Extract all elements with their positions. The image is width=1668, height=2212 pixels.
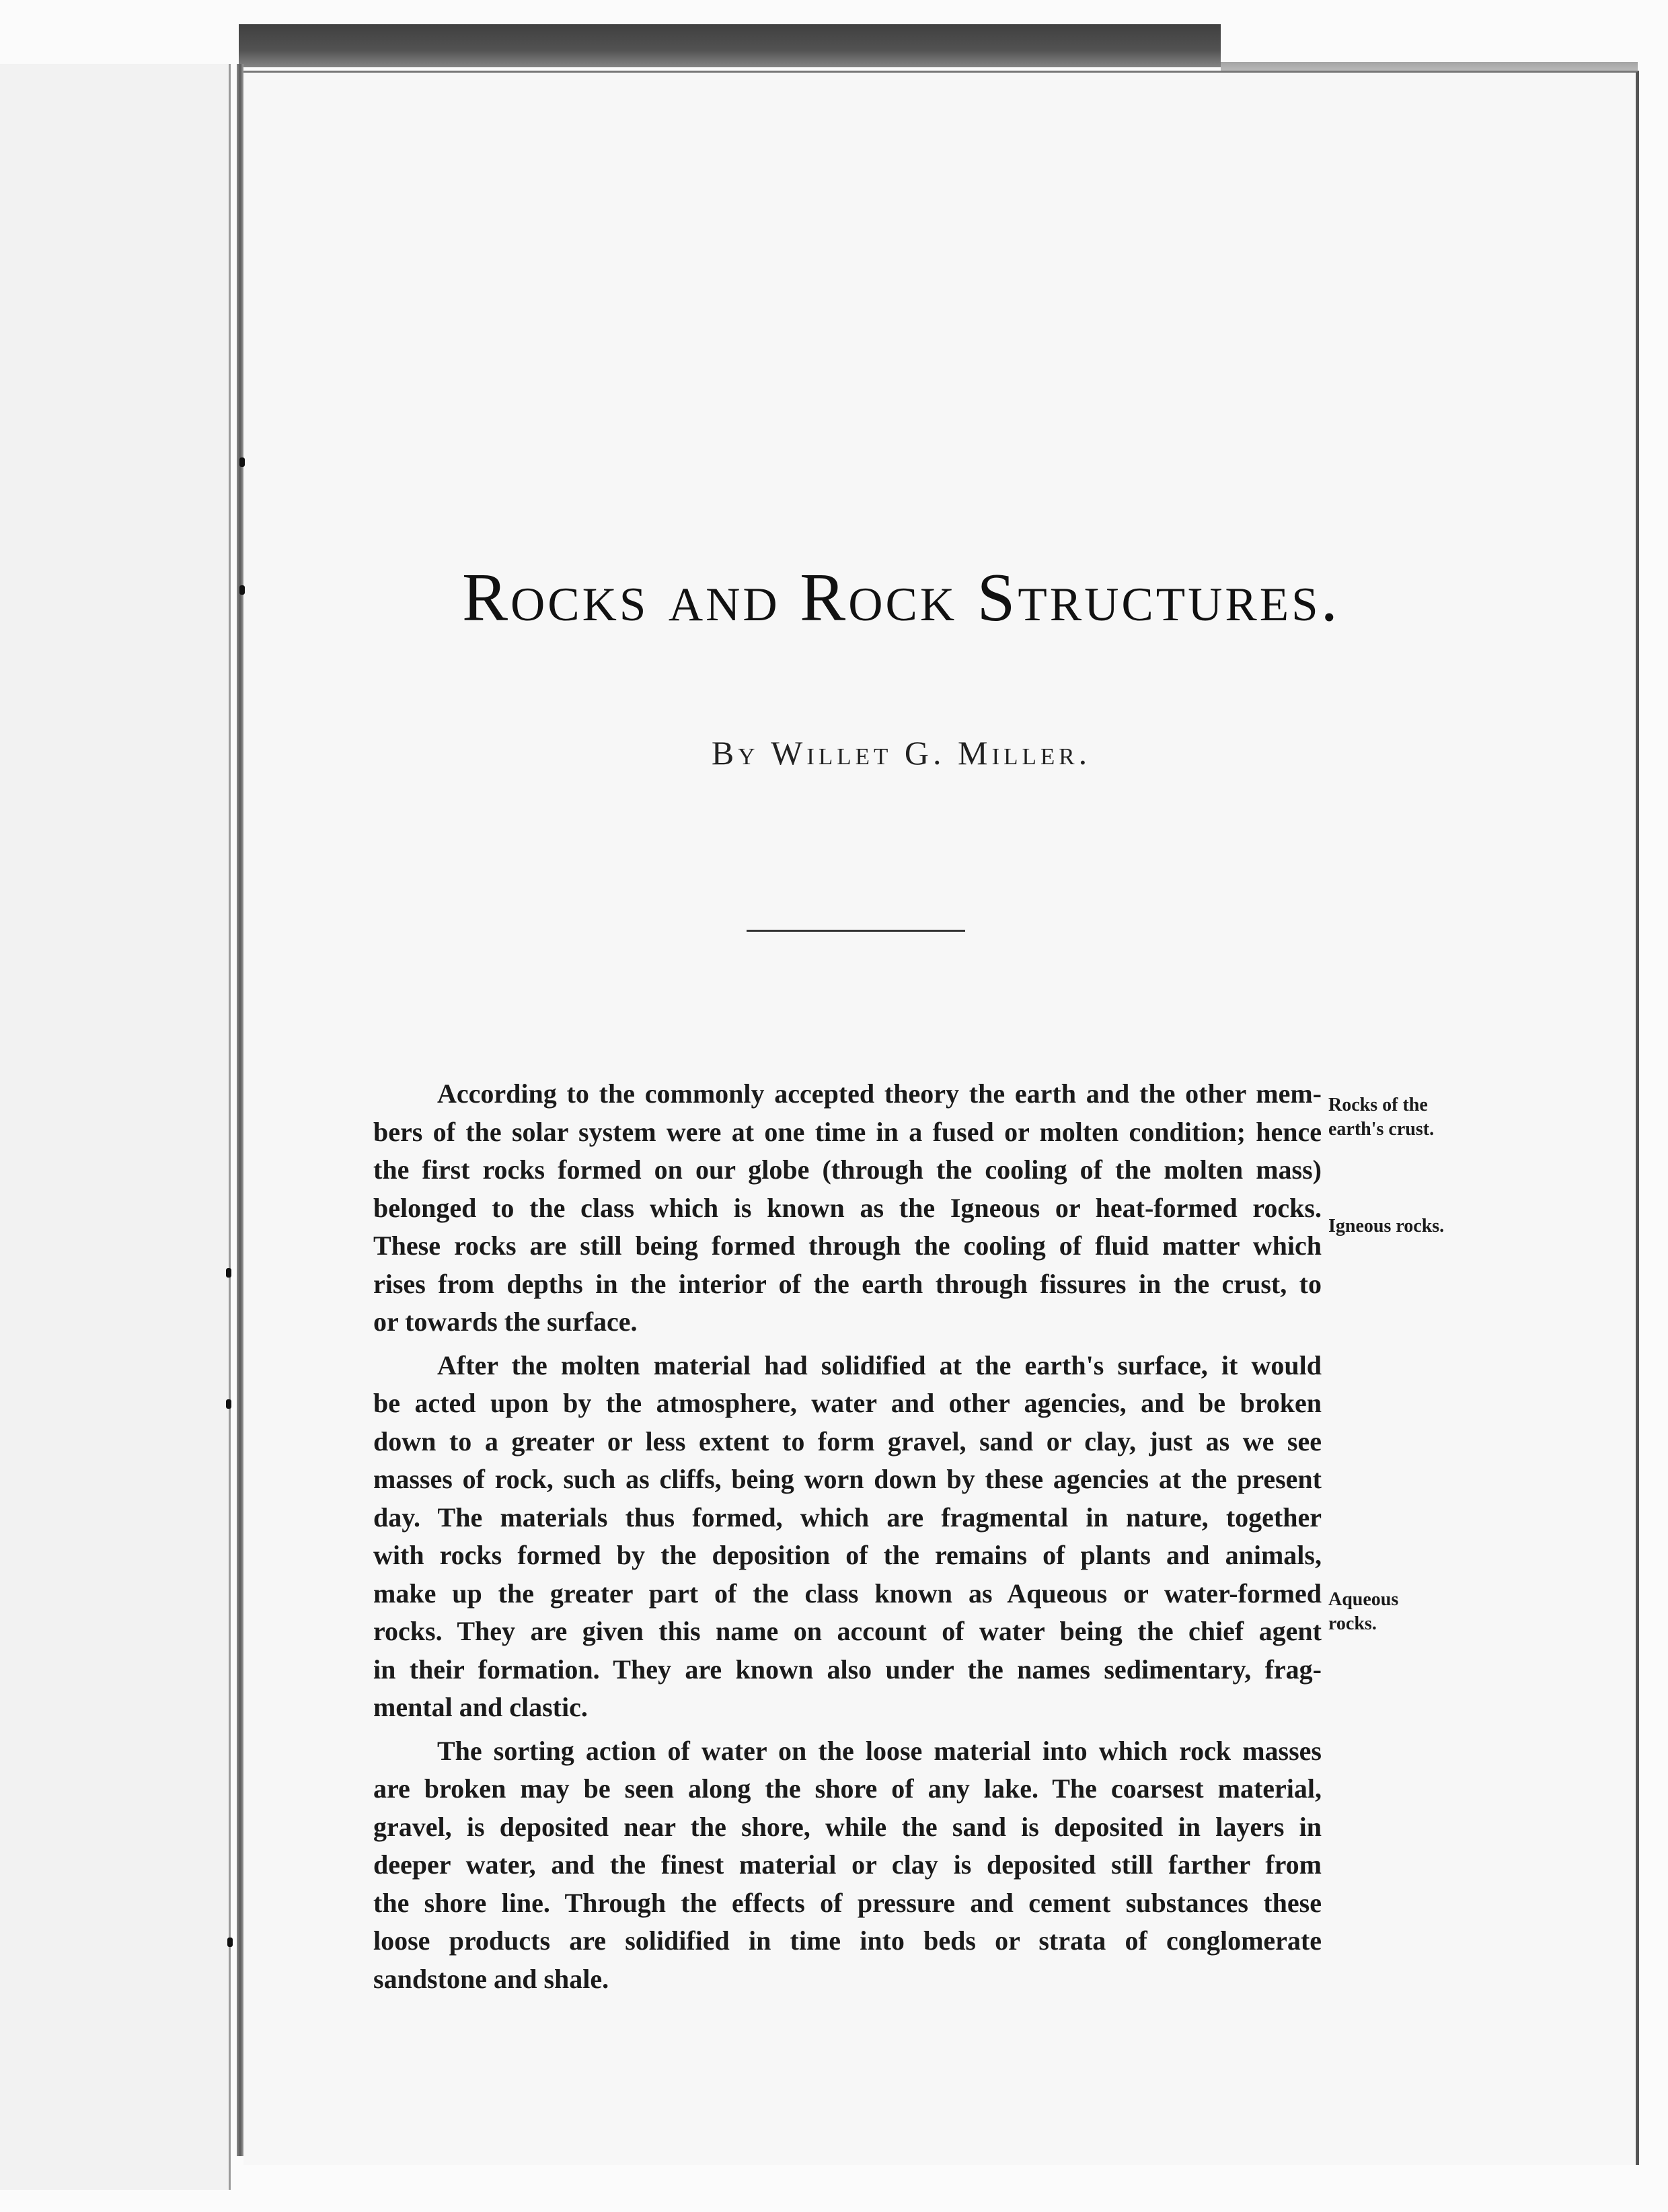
text-line: down to a greater or less extent to form gravel, sand or clay, just as we see [373,1426,1322,1457]
margin-note [1328,1214,1476,1239]
text-line: sandstone and shale. [373,1963,609,1994]
binding-mark [239,585,245,595]
text-line: rocks. They are given this name on account of water being the chief agent [373,1616,1322,1646]
paragraph [373,1732,1322,1999]
left-facing-page [0,64,231,2190]
margin-note-line: Aqueous [1328,1589,1399,1610]
text-line: bers of the solar system were at one time in a fused or molten condition; hence [373,1116,1322,1147]
binding-mark [239,457,245,467]
margin-note [1328,1588,1476,1636]
margin-note-line: rocks. [1328,1613,1377,1634]
text-line: day. The materials thus formed, which are fragmental in nature, together [373,1502,1322,1533]
text-line: are broken may be seen along the shore of any lake. The coarsest material, [373,1773,1322,1804]
binding-mark [227,1938,233,1947]
text-line: According to the commonly accepted theory the earth and the other mem- [437,1078,1322,1109]
title-divider [747,930,965,932]
margin-note-line: Igneous rocks. [1328,1216,1445,1237]
text-line: loose products are solidified in time into beds or strata of conglomerate [373,1925,1322,1956]
text-line: make up the greater part of the class known as Aqueous or water-formed [373,1578,1322,1609]
margin-note-line: Rocks of the [1328,1095,1428,1115]
text-line: be acted upon by the atmosphere, water and other agencies, and be broken [373,1388,1322,1418]
article-author: By Willet G. Miller. [711,734,1092,772]
article-title: Rocks and Rock Structures. [461,560,1341,636]
text-line: with rocks formed by the deposition of the remains of plants and animals, [373,1540,1322,1570]
text-line: belonged to the class which is known as the Igneous or heat-formed rocks. [373,1192,1322,1223]
paragraph [373,1075,1322,1341]
text-line: in their formation. They are known also under the names sedimentary, frag- [373,1654,1322,1685]
top-shadow-band [239,24,1221,67]
text-line: the first rocks formed on our globe (through the cooling of the molten mass) [373,1154,1322,1185]
text-line: These rocks are still being formed through the cooling of fluid matter which [373,1230,1322,1261]
text-line: or towards the surface. [373,1306,638,1337]
binding-mark [226,1399,231,1409]
book-gutter [237,64,243,2156]
paragraph [373,1347,1322,1727]
text-line: After the molten material had solidified at the earth's surface, it would [437,1350,1322,1380]
text-line: masses of rock, such as cliffs, being worn down by these agencies at the present [373,1464,1322,1494]
article-body [373,1075,1322,1998]
text-line: gravel, is deposited near the shore, while the sand is deposited in layers in [373,1811,1322,1842]
text-line: the shore line. Through the effects of pressure and cement substances these [373,1887,1322,1918]
text-line: rises from depths in the interior of the earth through fissures in the crust, to [373,1268,1322,1299]
text-line: mental and clastic. [373,1692,588,1722]
text-line: deeper water, and the finest material or clay is deposited still farther from [373,1849,1322,1880]
binding-mark [226,1268,231,1278]
text-line: The sorting action of water on the loose material into which rock masses [437,1735,1322,1766]
margin-note [1328,1093,1476,1142]
margin-note-line: earth's crust. [1328,1119,1435,1140]
